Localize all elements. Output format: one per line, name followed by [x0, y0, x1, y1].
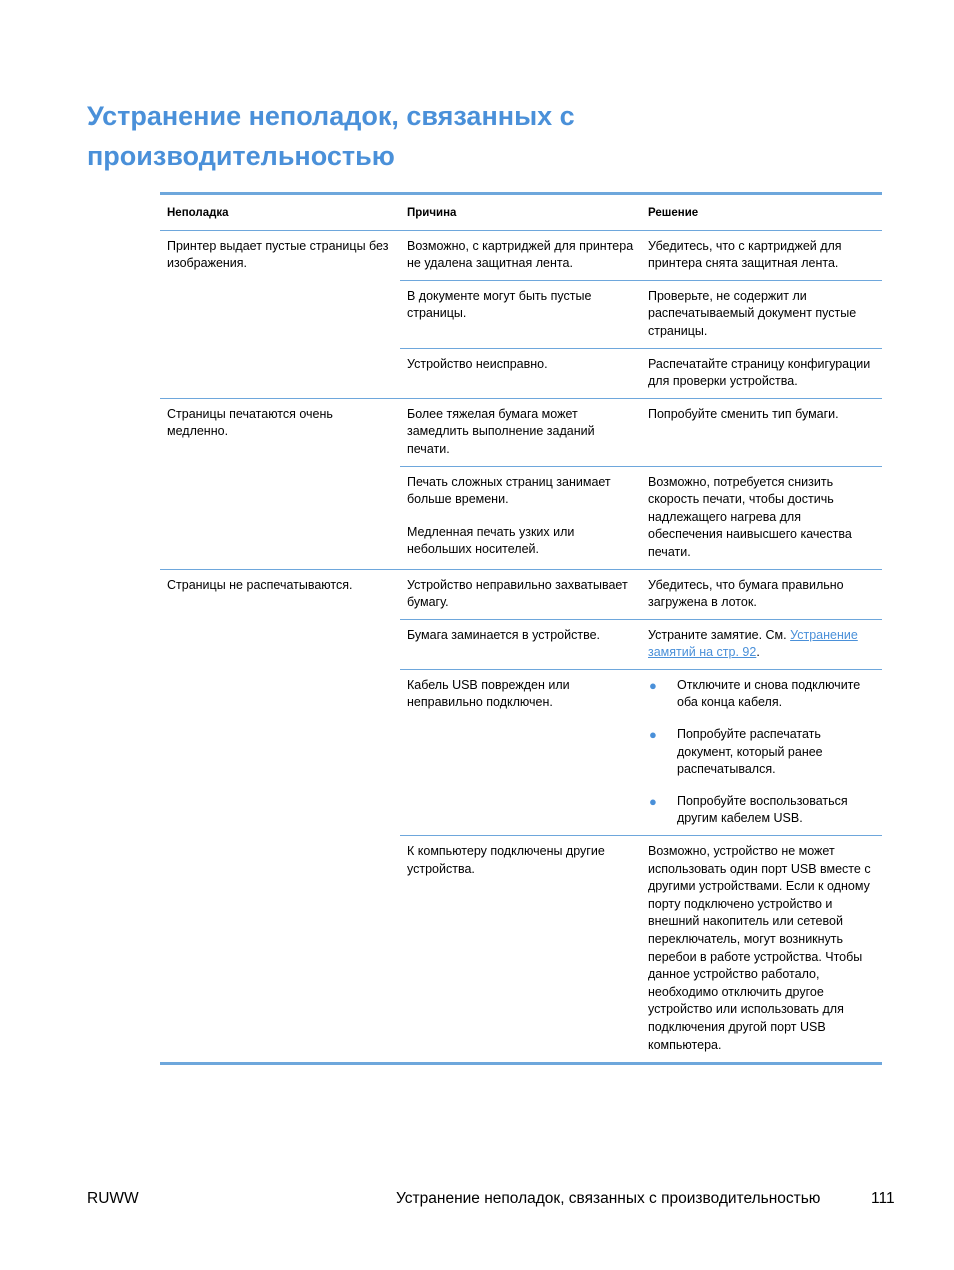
list-item-text: Отключите и снова подключите оба конца кабеля.	[677, 677, 861, 710]
page-title-line-2: производительностью	[87, 141, 395, 171]
page-title-line-1: Устранение неполадок, связанных с	[87, 101, 575, 131]
list-item-text: Попробуйте распечатать документ, который ранее распечатывался.	[677, 727, 823, 777]
bullet-icon: ●	[649, 727, 657, 743]
solution-text: Устраните замятие. См.	[648, 627, 791, 642]
list-item	[648, 793, 875, 828]
cause-paragraph: Медленная печать узких или небольших носителей.	[407, 524, 575, 557]
solution-cell	[641, 669, 882, 835]
solution-text-end: .	[756, 645, 760, 660]
cause-cell: Возможно, с картриджей для принтера не удалена защитная лента.	[407, 238, 634, 271]
solution-cell: Убедитесь, что бумага правильно загружена в лоток.	[648, 577, 844, 610]
header-solution: Решение	[648, 207, 699, 219]
cause-paragraph: Печать сложных страниц занимает больше времени.	[407, 474, 611, 507]
footer-section-title: Устранение неполадок, связанных с производительностью	[396, 1190, 821, 1207]
cause-cell: Устройство неисправно.	[407, 356, 548, 371]
cause-cell: Более тяжелая бумага может замедлить выполнение заданий печати.	[407, 406, 595, 456]
header-problem: Неполадка	[167, 207, 229, 219]
solution-bullet-list	[648, 677, 875, 828]
solution-cell: Убедитесь, что с картриджей для принтера снята защитная лента.	[648, 238, 842, 271]
cause-cell: Бумага заминается в устройстве.	[407, 627, 601, 642]
solution-cell	[641, 619, 882, 669]
list-item	[648, 726, 875, 779]
solution-cell: Возможно, потребуется снизить скорость печати, чтобы достичь надлежащего нагрева для обеспечения наивысшего качества печати.	[648, 474, 852, 559]
problem-cell: Страницы печатаются очень медленно.	[160, 398, 400, 569]
footer-doc-code: RUWW	[87, 1190, 139, 1207]
cause-cell	[400, 466, 641, 569]
solution-cell: Попробуйте сменить тип бумаги.	[648, 406, 839, 421]
troubleshooting-table	[160, 192, 882, 1065]
header-cause: Причина	[407, 207, 457, 219]
solution-cell: Распечатайте страницу конфигурации для проверки устройства.	[648, 356, 871, 389]
table-row	[160, 569, 882, 619]
cause-cell: К компьютеру подключены другие устройства.	[407, 844, 605, 876]
table-row	[160, 398, 882, 466]
problem-cell: Принтер выдает пустые страницы без изображения.	[160, 230, 400, 398]
table-header-row	[160, 194, 882, 231]
solution-cell: Возможно, устройство не может использовать один порт USB вместе с другими устройствами. Если к одному порту подключено устройство и внешний накопитель или сетевой переключатель, могут возникнуть перебои в работе устройства. Чтобы данное устройство работало, необходимо отключить другое устройство или использовать для подключения другой порт USB компьютера.	[648, 844, 871, 1052]
table-row	[160, 230, 882, 280]
jam-clearing-link[interactable]: Устранение замятий на стр. 92	[648, 627, 858, 660]
page-title	[87, 96, 887, 176]
cause-cell: В документе могут быть пустые страницы.	[407, 288, 592, 321]
list-item-text: Попробуйте воспользоваться другим кабелем USB.	[677, 793, 848, 826]
solution-cell: Проверьте, не содержит ли распечатываемый документ пустые страницы.	[648, 288, 857, 338]
page-number: 111	[871, 1190, 895, 1207]
list-item	[648, 677, 875, 712]
bullet-icon: ●	[649, 793, 657, 809]
bullet-icon: ●	[649, 677, 657, 693]
cause-cell: Кабель USB поврежден или неправильно подключен.	[407, 677, 570, 710]
troubleshooting-table-wrapper	[160, 192, 882, 1065]
cause-cell: Устройство неправильно захватывает бумагу.	[407, 577, 628, 610]
problem-cell: Страницы не распечатываются.	[167, 577, 353, 592]
